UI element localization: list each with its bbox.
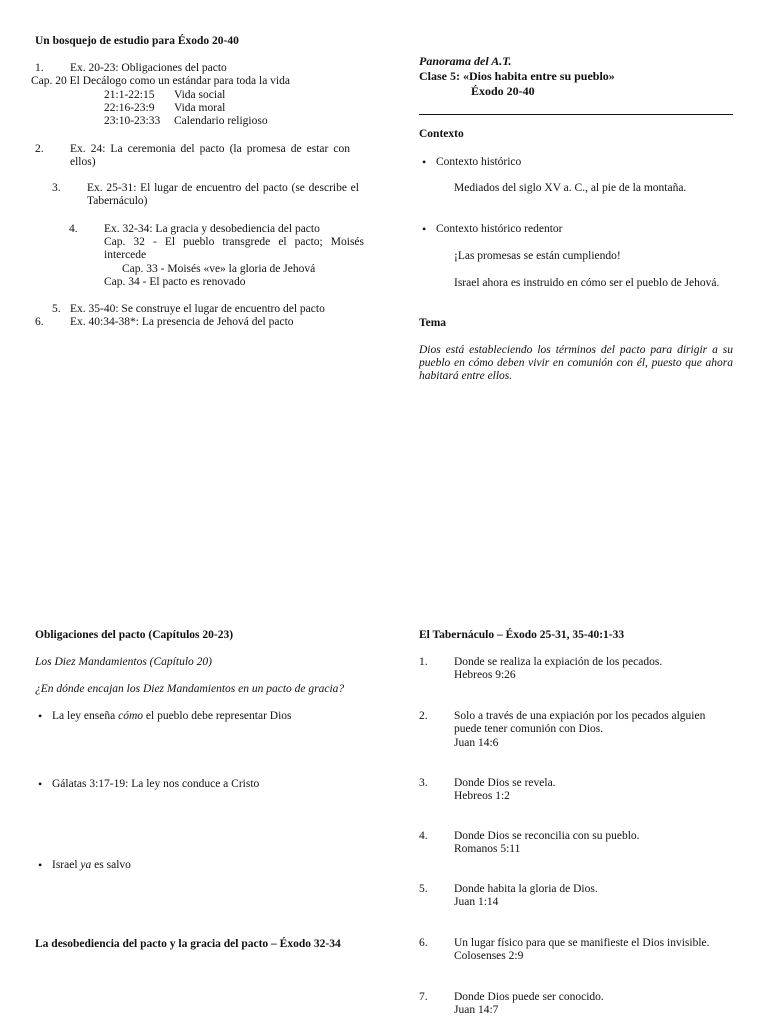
outline-title: Un bosquejo de estudio para Éxodo 20-40 (35, 35, 239, 47)
list-item-text: Donde Dios se reconcilia con su pueblo. (454, 830, 640, 842)
outline-item-text: Ex. 40:34-38*: La presencia de Jehová del pacto (70, 316, 294, 328)
outline-ref-label: Vida moral (174, 102, 226, 114)
class-title: Clase 5: «Dios habita entre su pueblo» (419, 69, 615, 83)
outline-ref-label: Calendario religioso (174, 115, 268, 127)
scripture-ref: Hebreos 1:2 (454, 790, 510, 802)
scripture-ref: Juan 1:14 (454, 896, 499, 908)
series-title: Panorama del A.T. (419, 54, 512, 68)
scripture-ref: Colosenses 2:9 (454, 950, 524, 962)
obligations-title: Obligaciones del pacto (Capítulos 20-23) (35, 629, 234, 641)
obligations-bullet: • Gálatas 3:17-19: La ley nos conduce a Cristo (52, 778, 259, 791)
outline-item-number: 3. (52, 182, 61, 194)
context-redemptive-line: Israel ahora es instruido en cómo ser el pueblo de Jehová. (454, 277, 720, 289)
outline-ref: 21:1-22:15 (104, 89, 155, 101)
disobedience-grace-title: La desobediencia del pacto y la gracia del pacto – Éxodo 32-34 (35, 938, 341, 950)
outline-ref-label: Vida social (174, 89, 226, 101)
context-redemptive-line: ¡Las promesas se están cumpliendo! (454, 250, 621, 262)
context-bullet-redemptive: • Contexto histórico redentor (436, 223, 562, 236)
list-item-text: Solo a través de una expiación por los pecados alguien (454, 710, 706, 722)
outline-subitem-text: Cap. 33 - Moisés «ve» la gloria de Jehová (122, 263, 316, 275)
divider-line (419, 114, 733, 115)
list-item-number: 7. (419, 991, 428, 1003)
list-item-text: Donde Dios se revela. (454, 777, 556, 789)
list-item-text: Donde Dios puede ser conocido. (454, 991, 604, 1003)
context-heading: Contexto (419, 128, 464, 140)
tabernacle-title: El Tabernáculo – Éxodo 25-31, 35-40:1-33 (419, 629, 625, 641)
list-item-number: 6. (419, 937, 428, 949)
list-item-text: Donde habita la gloria de Dios. (454, 883, 598, 895)
list-item-text: Un lugar físico para que se manifieste el Dios invisible. (454, 937, 710, 949)
list-item-number: 5. (419, 883, 428, 895)
theme-heading: Tema (419, 317, 447, 329)
outline-subitem-text: Cap. 34 - El pacto es renovado (104, 276, 246, 288)
outline-ref: 22:16-23:9 (104, 102, 155, 114)
outline-item-number: 2. (35, 143, 44, 155)
obligations-bullet: • Israel ya es salvo (52, 859, 131, 872)
obligations-bullet: • La ley enseña cómo el pueblo debe representar Dios (52, 710, 292, 723)
list-item-text: Donde se realiza la expiación de los pecados. (454, 656, 663, 668)
outline-item-text: Ex. 35-40: Se construye el lugar de encuentro del pacto (70, 303, 325, 315)
outline-item-text: Ex. 25-31: El lugar de encuentro del pacto (se describe el Tabernáculo) (87, 182, 359, 207)
list-item-number: 1. (419, 656, 428, 668)
outline-item-text: Ex. 20-23: Obligaciones del pacto (70, 62, 227, 74)
list-item-number: 3. (419, 777, 428, 789)
outline-item-text: Ex. 24: La ceremonia del pacto (la promesa de estar con ellos) (70, 143, 350, 168)
scripture-ref: Hebreos 9:26 (454, 669, 516, 681)
list-item-text: puede tener comunión con Dios. (454, 723, 604, 735)
context-bullet-historical: • Contexto histórico (436, 156, 521, 169)
list-item-number: 2. (419, 710, 428, 722)
outline-item-number: 4. (69, 223, 78, 235)
passage-title: Éxodo 20-40 (471, 84, 535, 98)
outline-item-number: 6. (35, 316, 44, 328)
scripture-ref: Romanos 5:11 (454, 843, 521, 855)
list-item-number: 4. (419, 830, 428, 842)
ten-commandments-question: ¿En dónde encajan los Diez Mandamientos en un pacto de gracia? (35, 683, 345, 695)
outline-subitem-text: Cap. 32 - El pueblo transgrede el pacto; Moisés intercede (104, 236, 364, 261)
outline-item-number: 1. (35, 62, 44, 74)
outline-ref: 23:10-23:33 (104, 115, 161, 127)
outline-subitem-text: Cap. 20 El Decálogo como un estándar para toda la vida (31, 75, 290, 87)
scripture-ref: Juan 14:7 (454, 1004, 499, 1016)
ten-commandments-subtitle: Los Diez Mandamientos (Capítulo 20) (35, 656, 212, 668)
scripture-ref: Juan 14:6 (454, 737, 499, 749)
outline-item-number: 5. (52, 303, 61, 315)
theme-text: Dios está estableciendo los términos del pacto para dirigir a su pueblo en cómo deben vivir en comunión con él, puesto que ahora habitará entre ellos. (419, 344, 733, 382)
outline-item-text: Ex. 32-34: La gracia y desobediencia del pacto (104, 223, 320, 235)
context-historical-detail: Mediados del siglo XV a. C., al pie de la montaña. (454, 182, 687, 194)
